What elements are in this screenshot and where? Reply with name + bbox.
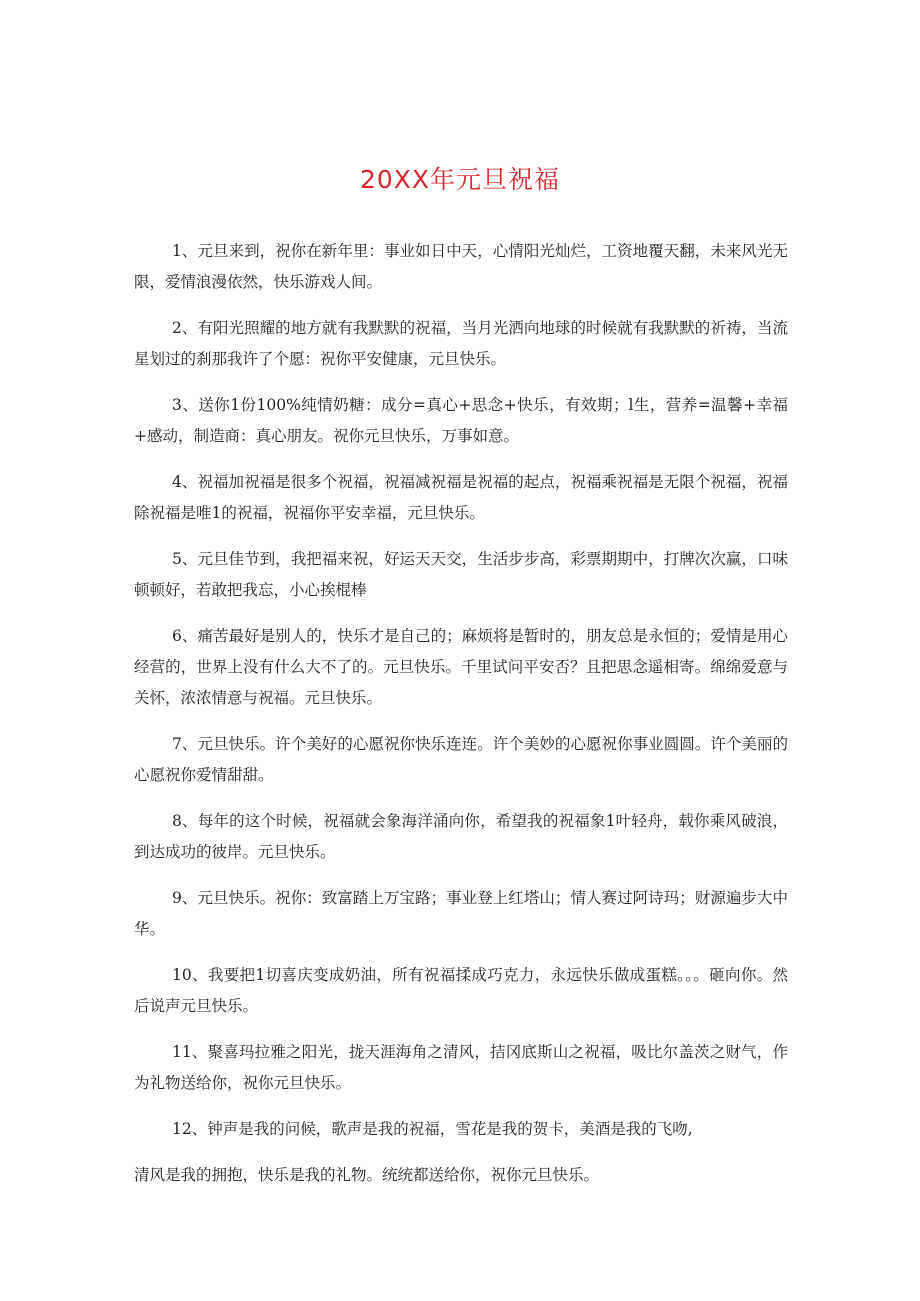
paragraph-7: 7、元旦快乐。许个美好的心愿祝你快乐连连。许个美妙的心愿祝你事业圆圆。许个美丽的心愿祝你爱情甜甜。 bbox=[134, 735, 788, 784]
paragraph-4: 4、祝福加祝福是很多个祝福，祝福减祝福是祝福的起点，祝福乘祝福是无限个祝福，祝福除祝福是唯1的祝福，祝福你平安幸福，元旦快乐。 bbox=[134, 473, 788, 522]
document-title: 20XX年元旦祝福 bbox=[359, 165, 561, 194]
paragraph-5: 5、元旦佳节到，我把福来祝，好运天天交，生活步步高，彩票期期中，打牌次次赢，口味顿顿好，若敢把我忘，小心挨棍棒 bbox=[134, 550, 788, 599]
paragraph-11: 11、聚喜玛拉雅之阳光，拢天涯海角之清风，拮冈底斯山之祝福，吸比尔盖茨之财气，作为礼物送给你，祝你元旦快乐。 bbox=[134, 1043, 788, 1092]
paragraph-6: 6、痛苦最好是别人的，快乐才是自己的；麻烦将是暂时的，朋友总是永恒的；爱情是用心经营的，世界上没有什么大不了的。元旦快乐。千里试问平安否？且把思念遥相寄。绵绵爱意与关怀，浓浓情意与祝福。元旦快乐。 bbox=[134, 627, 788, 707]
paragraph-1: 1、元旦来到，祝你在新年里：事业如日中天，心情阳光灿烂，工资地覆天翻，未来风光无限，爱情浪漫依然，快乐游戏人间。 bbox=[134, 242, 788, 291]
paragraph-2: 2、有阳光照耀的地方就有我默默的祝福，当月光洒向地球的时候就有我默默的祈祷，当流星划过的刹那我许了个愿：祝你平安健康，元旦快乐。 bbox=[134, 319, 788, 368]
paragraph-10: 10、我要把1切喜庆变成奶油，所有祝福揉成巧克力，永远快乐做成蛋糕。。。砸向你。然后说声元旦快乐。 bbox=[134, 966, 788, 1015]
paragraph-12-continuation: 清风是我的拥抱，快乐是我的礼物。统统都送给你，祝你元旦快乐。 bbox=[134, 1166, 600, 1184]
document-body bbox=[134, 236, 788, 1206]
paragraph-9: 9、元旦快乐。祝你：致富踏上万宝路；事业登上红塔山；情人赛过阿诗玛；财源遍步大中华。 bbox=[134, 889, 788, 938]
paragraph-12: 12、钟声是我的问候，歌声是我的祝福，雪花是我的贺卡，美酒是我的飞吻, bbox=[172, 1120, 693, 1138]
paragraph-3: 3、送你1份100%纯情奶糖：成分=真心+思念+快乐，有效期；l生，营养=温馨+幸福+感动，制造商：真心朋友。祝你元旦快乐，万事如意。 bbox=[134, 396, 788, 445]
paragraph-8: 8、每年的这个时候，祝福就会象海洋涌向你，希望我的祝福象1叶轻舟，载你乘风破浪，到达成功的彼岸。元旦快乐。 bbox=[134, 812, 788, 861]
